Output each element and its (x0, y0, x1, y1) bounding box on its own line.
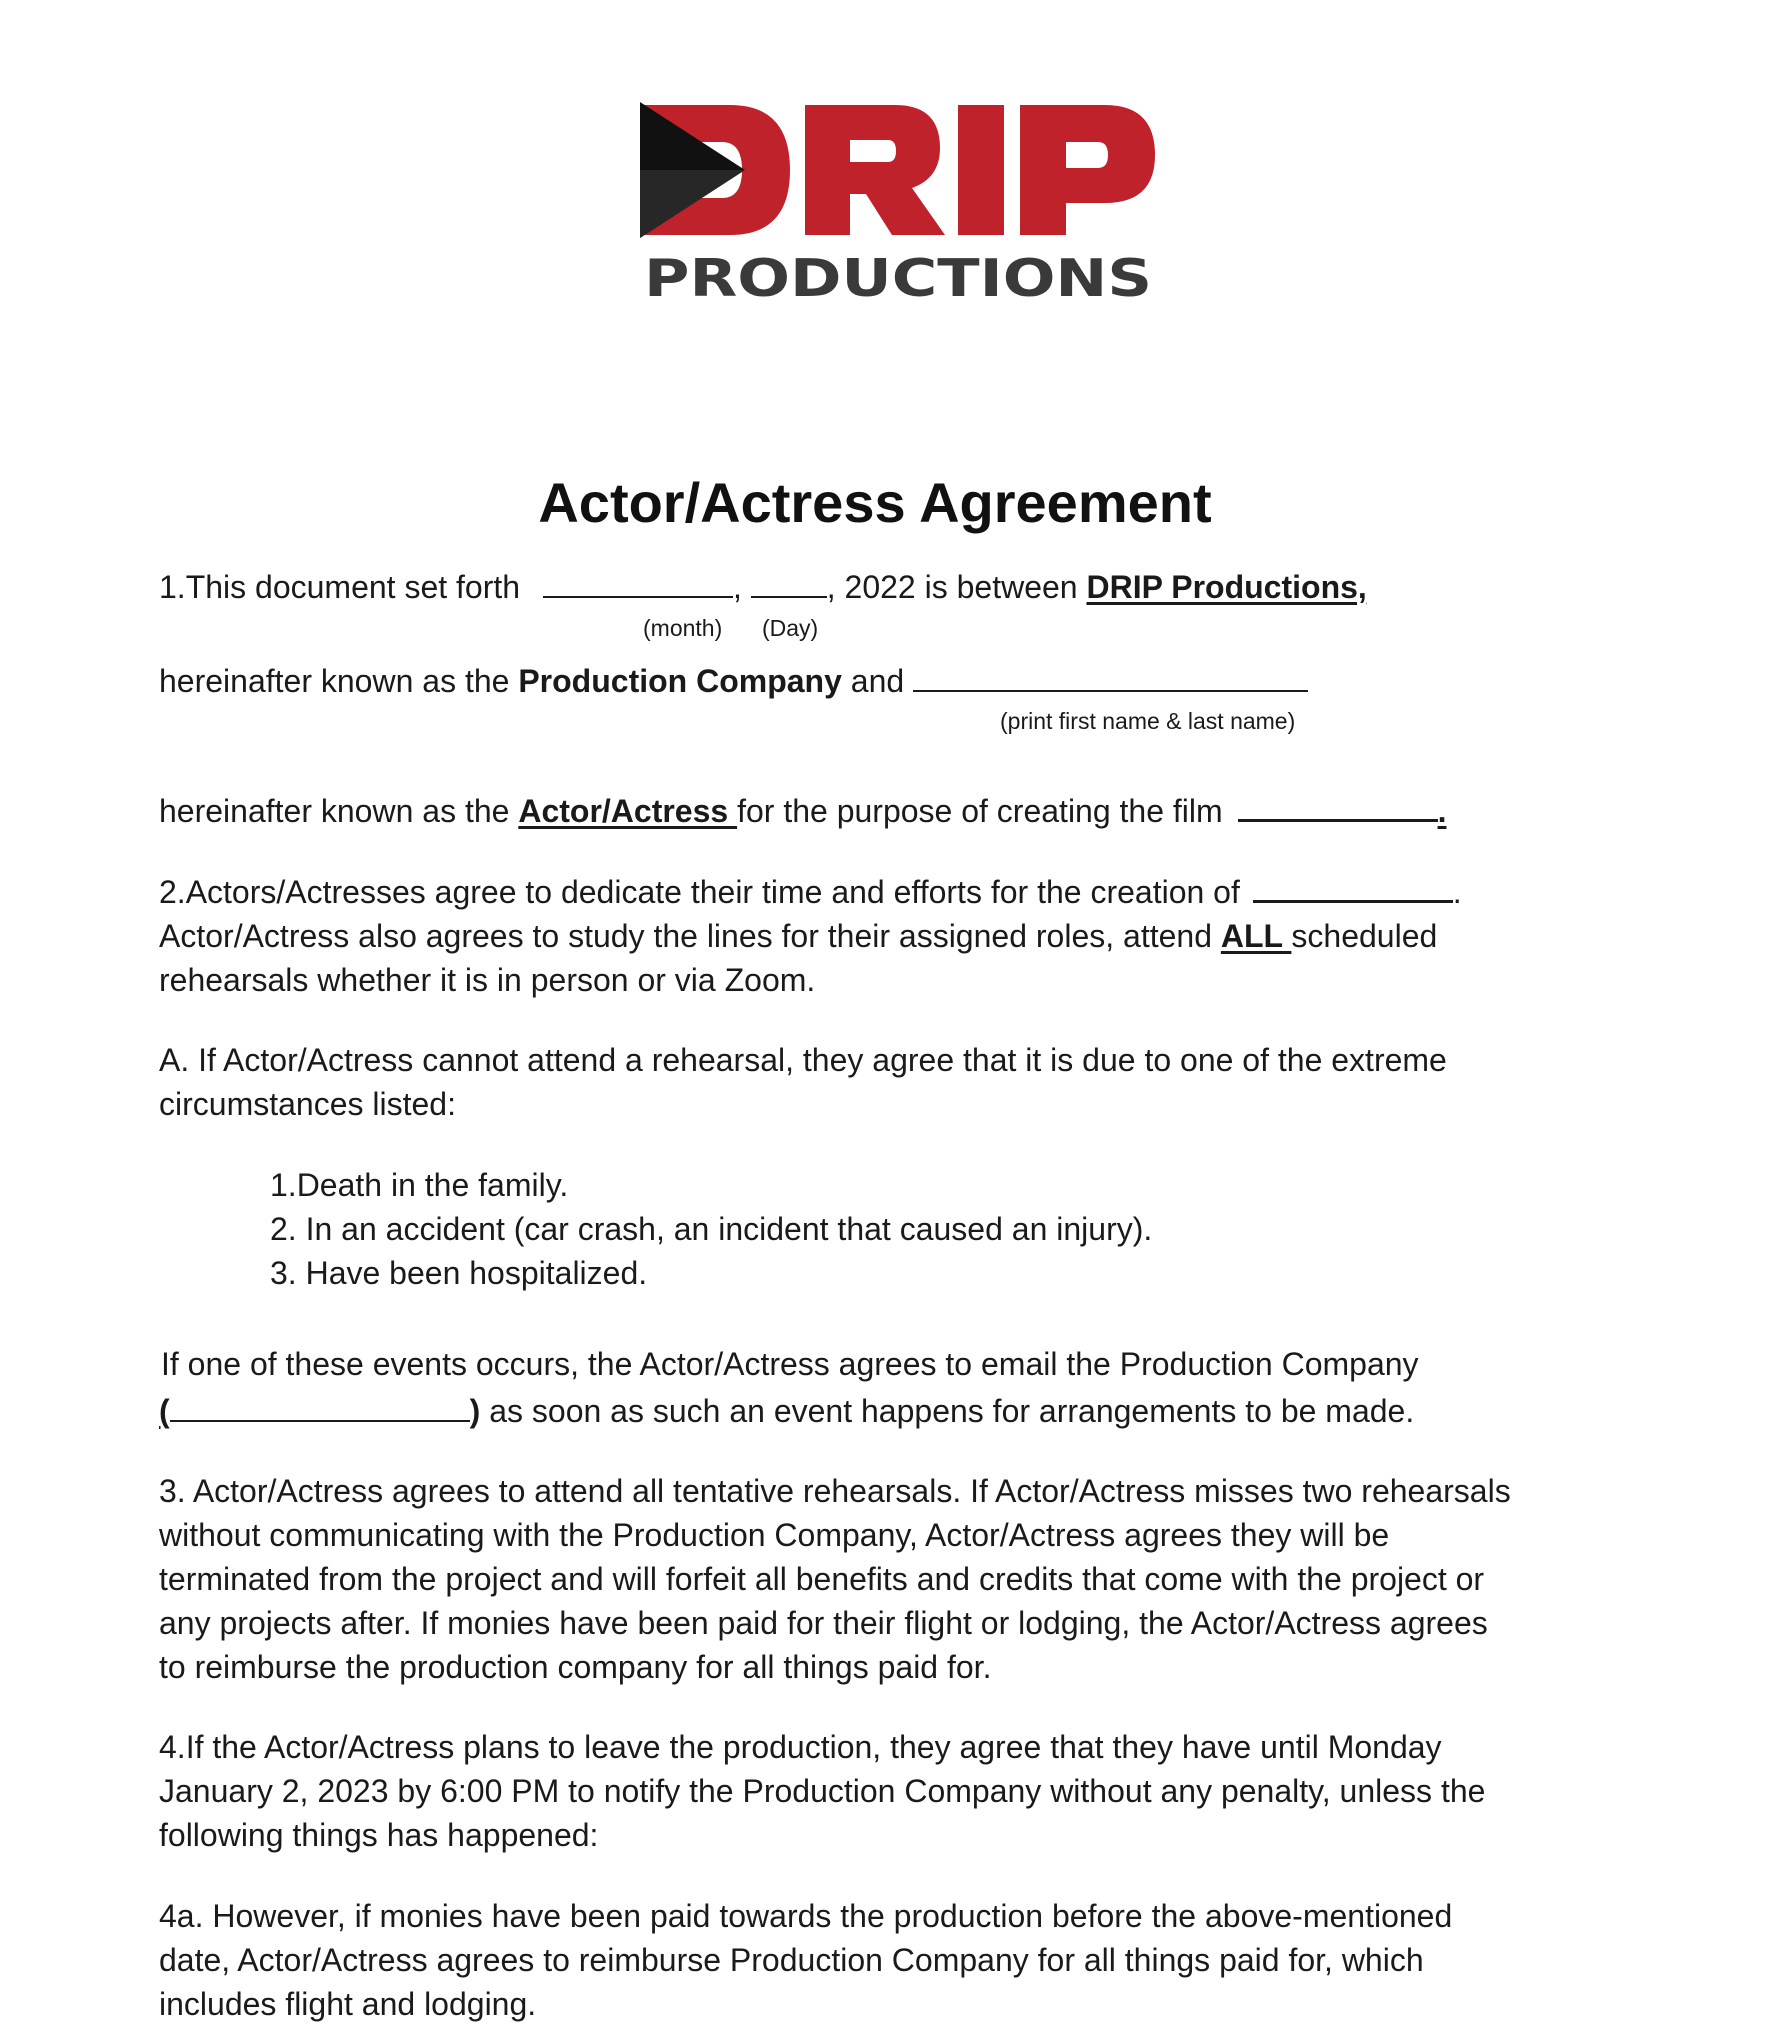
clause-a-line-2: circumstances listed: (159, 1086, 456, 1122)
clause-1-line-1: 1.This document set forth , , 2022 is between DRIP Productions, (159, 565, 1367, 609)
clause-3-line: 3. Actor/Actress agrees to attend all tentative rehearsals. If Actor/Actress misses two rehearsals (159, 1473, 1511, 1509)
clause-3-line: terminated from the project and will forfeit all benefits and credits that come with the project or (159, 1561, 1485, 1597)
clause-1-line-3: hereinafter known as the Actor/Actress for the purpose of creating the film . (159, 789, 1446, 833)
logo-letter-r (805, 105, 945, 235)
clause-4-line: following things has happened: (159, 1817, 599, 1853)
clause-3-line: without communicating with the Production Company, Actor/Actress agrees they will be (159, 1517, 1390, 1553)
list-item: 1.Death in the family. (270, 1167, 569, 1203)
clause-4-line: 4.If the Actor/Actress plans to leave the production, they agree that they have until Monday (159, 1729, 1442, 1765)
clause-2 (159, 870, 1462, 1002)
clause-1-line-2: hereinafter known as the Production Company and (159, 659, 1308, 703)
clause-4 (159, 1725, 1485, 1857)
company-logo (640, 100, 1160, 310)
document-title: Actor/Actress Agreement (538, 471, 1212, 534)
list-item: 2. In an accident (car crash, an incident that caused an injury). (270, 1211, 1153, 1247)
day-caption: (Day) (762, 615, 819, 641)
clause-3-line: any projects after. If monies have been paid for their flight or lodging, the Actor/Actress agrees (159, 1605, 1488, 1641)
email-line-2: ( ) as soon as such an event happens for arrangements to be made. (159, 1389, 1414, 1433)
company-name: DRIP Productions, (1086, 569, 1367, 605)
clause-4-line: January 2, 2023 by 6:00 PM to notify the Production Company without any penalty, unless the (159, 1773, 1486, 1809)
logo-letter-i (958, 105, 1004, 235)
logo-subtitle: PRODUCTIONS (644, 249, 1152, 309)
actor-name-blank[interactable] (913, 660, 1308, 692)
clause-2-line-2: Actor/Actress also agrees to study the lines for their assigned roles, attend ALL scheduled (159, 918, 1438, 954)
production-company-term: Production Company (518, 663, 842, 699)
clause-2-line-3: rehearsals whether it is in person or via Zoom. (159, 962, 816, 998)
actor-actress-term: Actor/Actress (518, 793, 738, 829)
clause-3-line: to reimburse the production company for all things paid for. (159, 1649, 992, 1685)
name-caption: (print first name & last name) (1000, 708, 1296, 734)
clause-a (159, 1038, 1447, 1126)
clause-4a-line: date, Actor/Actress agrees to reimburse Production Company for all things paid for, which (159, 1942, 1424, 1978)
circumstances-list (270, 1163, 1152, 1295)
logo-letter-p (1020, 105, 1155, 235)
list-item: 3. Have been hospitalized. (270, 1255, 648, 1291)
month-caption: (month) (643, 615, 723, 641)
email-clause (161, 1342, 1419, 1386)
clause-2-line-1: 2.Actors/Actresses agree to dedicate their time and efforts for the creation of . (159, 870, 1462, 914)
film-title-blank[interactable] (1238, 789, 1438, 822)
email-blank[interactable] (170, 1390, 470, 1422)
clause-4a-line: 4a. However, if monies have been paid towards the production before the above-mentioned (159, 1898, 1453, 1934)
creation-blank[interactable] (1253, 870, 1453, 903)
day-blank[interactable] (751, 566, 827, 598)
month-blank[interactable] (543, 566, 733, 598)
clause-3 (159, 1469, 1511, 1689)
drip-logo-graphic (640, 100, 1160, 310)
email-line-1: If one of these events occurs, the Actor/Actress agrees to email the Production Company (161, 1346, 1419, 1382)
clause-4a (159, 1894, 1452, 2026)
clause-a-line-1: A. If Actor/Actress cannot attend a rehearsal, they agree that it is due to one of the extreme (159, 1042, 1447, 1078)
clause-4a-line: includes flight and lodging. (159, 1986, 537, 2022)
